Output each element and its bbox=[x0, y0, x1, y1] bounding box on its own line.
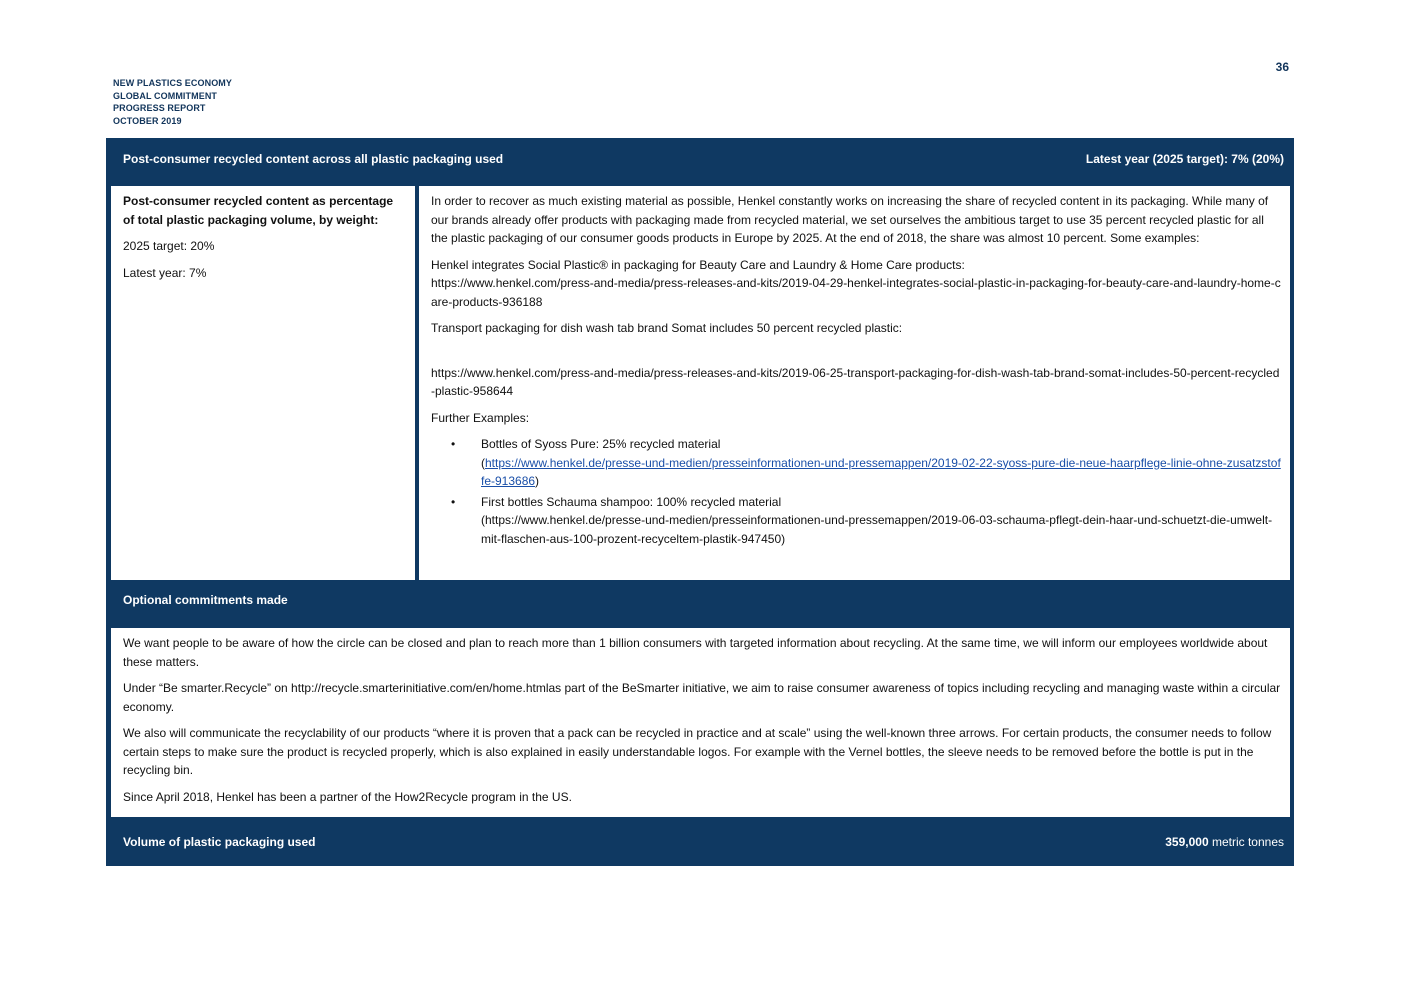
plastic-volume-unit: metric tonnes bbox=[1208, 835, 1284, 849]
schauma-url: (https://www.henkel.de/presse-und-medien/presseinformationen-und-pressemappen/2019-06-03-schauma-pflegt-dein-haar-und-schuetzt-die-umwelt-mit-flaschen-aus-100-prozent-recyceltem-plastik-947450) bbox=[481, 513, 1273, 546]
recycled-content-description-cell bbox=[419, 186, 1290, 580]
commitment-paragraph: We also will communicate the recyclability of our products “where it is proven that a pack can be recycled in practice and at scale” using the well-known three arrows. For certain products, the consumer needs to follow certain steps to make sure the product is recycled properly, which is also explained in easily understandable logos. For example with the Vernel bottles, the sleeve needs to be removed before the bottle is put in the recycling bin. bbox=[123, 726, 1272, 777]
plastic-volume-value: 359,000 bbox=[1165, 835, 1209, 849]
optional-commitments-title: Optional commitments made bbox=[123, 593, 288, 607]
plastic-volume-value-group bbox=[1165, 835, 1284, 849]
plastic-volume-title: Volume of plastic packaging used bbox=[123, 835, 316, 849]
metric-heading: Post-consumer recycled content as percentage of total plastic packaging volume, by weight: bbox=[123, 194, 394, 227]
metric-target: 2025 target: 20% bbox=[123, 239, 215, 253]
example-social-plastic bbox=[431, 256, 1282, 312]
syoss-pure-link[interactable]: https://www.henkel.de/presse-und-medien/presseinformationen-und-pressemappen/2019-02-22-syoss-pure-die-neue-haarpflege-linie-ohne-zusatzstoffe-913686 bbox=[481, 455, 1281, 488]
page-number: 36 bbox=[1275, 60, 1289, 74]
report-table bbox=[106, 138, 1294, 866]
recycled-content-latest: Latest year (2025 target): 7% (20%) bbox=[1085, 152, 1284, 166]
further-examples-list bbox=[431, 435, 1282, 548]
example-somat-url: https://www.henkel.com/press-and-media/press-releases-and-kits/2019-06-25-transport-packaging-for-dish-wash-tab-brand-somat-includes-50-percent-recycled-plastic-958644 bbox=[431, 365, 1280, 398]
list-item-text: First bottles Schauma shampoo: 100% recycled material bbox=[481, 494, 782, 509]
commitment-paragraph: Since April 2018, Henkel has been a partner of the How2Recycle program in the US. bbox=[123, 789, 572, 804]
paren-open: ( bbox=[481, 455, 485, 470]
paren-close: ) bbox=[535, 474, 540, 488]
list-item bbox=[431, 435, 1282, 491]
recycled-content-metric-cell bbox=[111, 186, 415, 580]
report-header-line: NEW PLASTICS ECONOMY bbox=[113, 78, 233, 88]
commitment-paragraph: Under “Be smarter.Recycle” on http://recycle.smarterinitiative.com/en/home.htmlas part of the BeSmarter initiative, we aim to raise consumer awareness of topics including recycling and managing waste within a circular economy. bbox=[123, 681, 1281, 714]
list-item bbox=[431, 493, 1282, 549]
spacer bbox=[431, 346, 1282, 364]
recycled-content-header-bar bbox=[106, 138, 1294, 180]
example-url: https://www.henkel.com/press-and-media/press-releases-and-kits/2019-04-29-henkel-integrates-social-plastic-in-packaging-for-beauty-care-and-laundry-home-care-products-936188 bbox=[431, 276, 1281, 309]
plastic-volume-bar bbox=[106, 818, 1294, 866]
list-item-text: Bottles of Syoss Pure: 25% recycled material bbox=[481, 437, 721, 451]
recycled-content-title: Post-consumer recycled content across all plastic packaging used bbox=[123, 152, 504, 166]
bullet-icon: • bbox=[451, 437, 456, 451]
bullet-icon: • bbox=[451, 494, 456, 509]
metric-latest: Latest year: 7% bbox=[123, 265, 207, 280]
example-text: Henkel integrates Social Plastic® in packaging for Beauty Care and Laundry & Home Care products: bbox=[431, 257, 965, 272]
report-header-line: OCTOBER 2019 bbox=[113, 115, 182, 126]
further-examples-label: Further Examples: bbox=[431, 410, 530, 425]
report-header-line: PROGRESS REPORT bbox=[113, 103, 206, 113]
example-somat-text: Transport packaging for dish wash tab brand Somat includes 50 percent recycled plastic: bbox=[431, 321, 903, 335]
optional-commitments-header-bar bbox=[106, 580, 1294, 622]
description-intro: In order to recover as much existing material as possible, Henkel constantly works on increasing the share of recycled content in its packaging. While many of our brands already offer products with packaging made from recycled material, we set ourselves the ambitious target to use 35 percent recycled plastic for all the plastic packaging of our consumer goods products in Europe by 2025. At the end of 2018, the share was almost 10 percent. Some examples: bbox=[431, 194, 1269, 245]
optional-commitments-cell bbox=[111, 628, 1290, 817]
report-header-line: GLOBAL COMMITMENT bbox=[113, 90, 218, 101]
report-header bbox=[113, 77, 232, 127]
commitment-paragraph: We want people to be aware of how the circle can be closed and plan to reach more than 1 billion consumers with targeted information about recycling. At the same time, we will inform our employees worldwide about these matters. bbox=[123, 636, 1268, 669]
